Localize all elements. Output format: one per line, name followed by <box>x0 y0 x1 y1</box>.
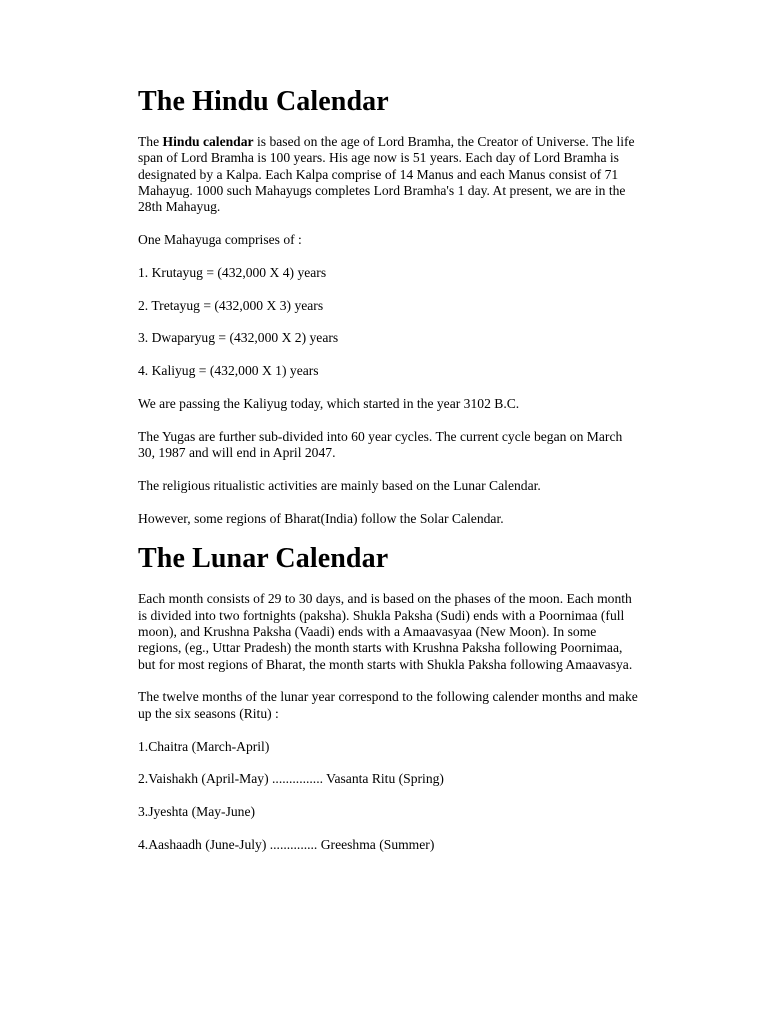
heading-lunar-calendar: The Lunar Calendar <box>138 543 389 575</box>
mahayuga-comprises-text: One Mahayuga comprises of : <box>138 231 302 247</box>
yuga-item-kaliyug: 4. Kaliyug = (432,000 X 1) years <box>138 363 319 379</box>
intro-post: is based on the age of Lord Bramha, the Creator of Universe. The life span of Lord Bramha is 100 years. His age now is 51 years. Each day of Lord Bramha is designated by a Kalpa. Each Kalpa comprise of 14 Manus and each Manus consist of 71 Mahayug. 1000 such Mahayugs completes Lord Bramha's 1 day. At present, we are in the 28th Mahayug. <box>138 134 635 215</box>
month-item-chaitra: 1.Chaitra (March-April) <box>138 738 270 754</box>
month-item-jyeshta: 3.Jyeshta (May-June) <box>138 804 256 820</box>
lunar-month-paragraph: Each month consists of 29 to 30 days, and is based on the phases of the moon. Each month is divided into two fortnights (paksha). Shukla Paksha (Sudi) ends with a Poornimaa (full moon), and Krushna Paksha (Vaadi) ends with a Amaavasyaa (New Moon). In some regions, (eg., Uttar Pradesh) the month starts with Krushna Paksha following Poornimaa, but for most regions of Bharat, the month starts with Shukla Paksha following Amaavasya. <box>138 591 633 672</box>
yuga-item-krutayug: 1. Krutayug = (432,000 X 4) years <box>138 264 327 280</box>
month-item-vaishakh: 2.Vaishakh (April-May) ............... Vasanta Ritu (Spring) <box>138 771 444 787</box>
cycles-paragraph: The Yugas are further sub-divided into 60 year cycles. The current cycle began on March 30, 1987 and will end in April 2047. <box>138 428 623 461</box>
heading-hindu-calendar: The Hindu Calendar <box>138 86 389 117</box>
intro-paragraph <box>138 134 638 215</box>
solar-paragraph: However, some regions of Bharat(India) follow the Solar Calendar. <box>138 510 504 526</box>
kaliyug-paragraph: We are passing the Kaliyug today, which started in the year 3102 B.C. <box>138 395 520 411</box>
yuga-item-tretayug: 2. Tretayug = (432,000 X 3) years <box>138 297 324 313</box>
intro-bold-term: Hindu calendar <box>162 134 254 149</box>
document-page <box>138 86 638 870</box>
twelve-months-paragraph: The twelve months of the lunar year correspond to the following calender months and make up the six seasons (Ritu) : <box>138 689 638 721</box>
ritual-paragraph: The religious ritualistic activities are mainly based on the Lunar Calendar. <box>138 477 541 493</box>
month-item-aashaadh: 4.Aashaadh (June-July) .............. Greeshma (Summer) <box>138 836 435 852</box>
yuga-item-dwaparyug: 3. Dwaparyug = (432,000 X 2) years <box>138 330 339 346</box>
intro-pre: The <box>138 134 163 149</box>
